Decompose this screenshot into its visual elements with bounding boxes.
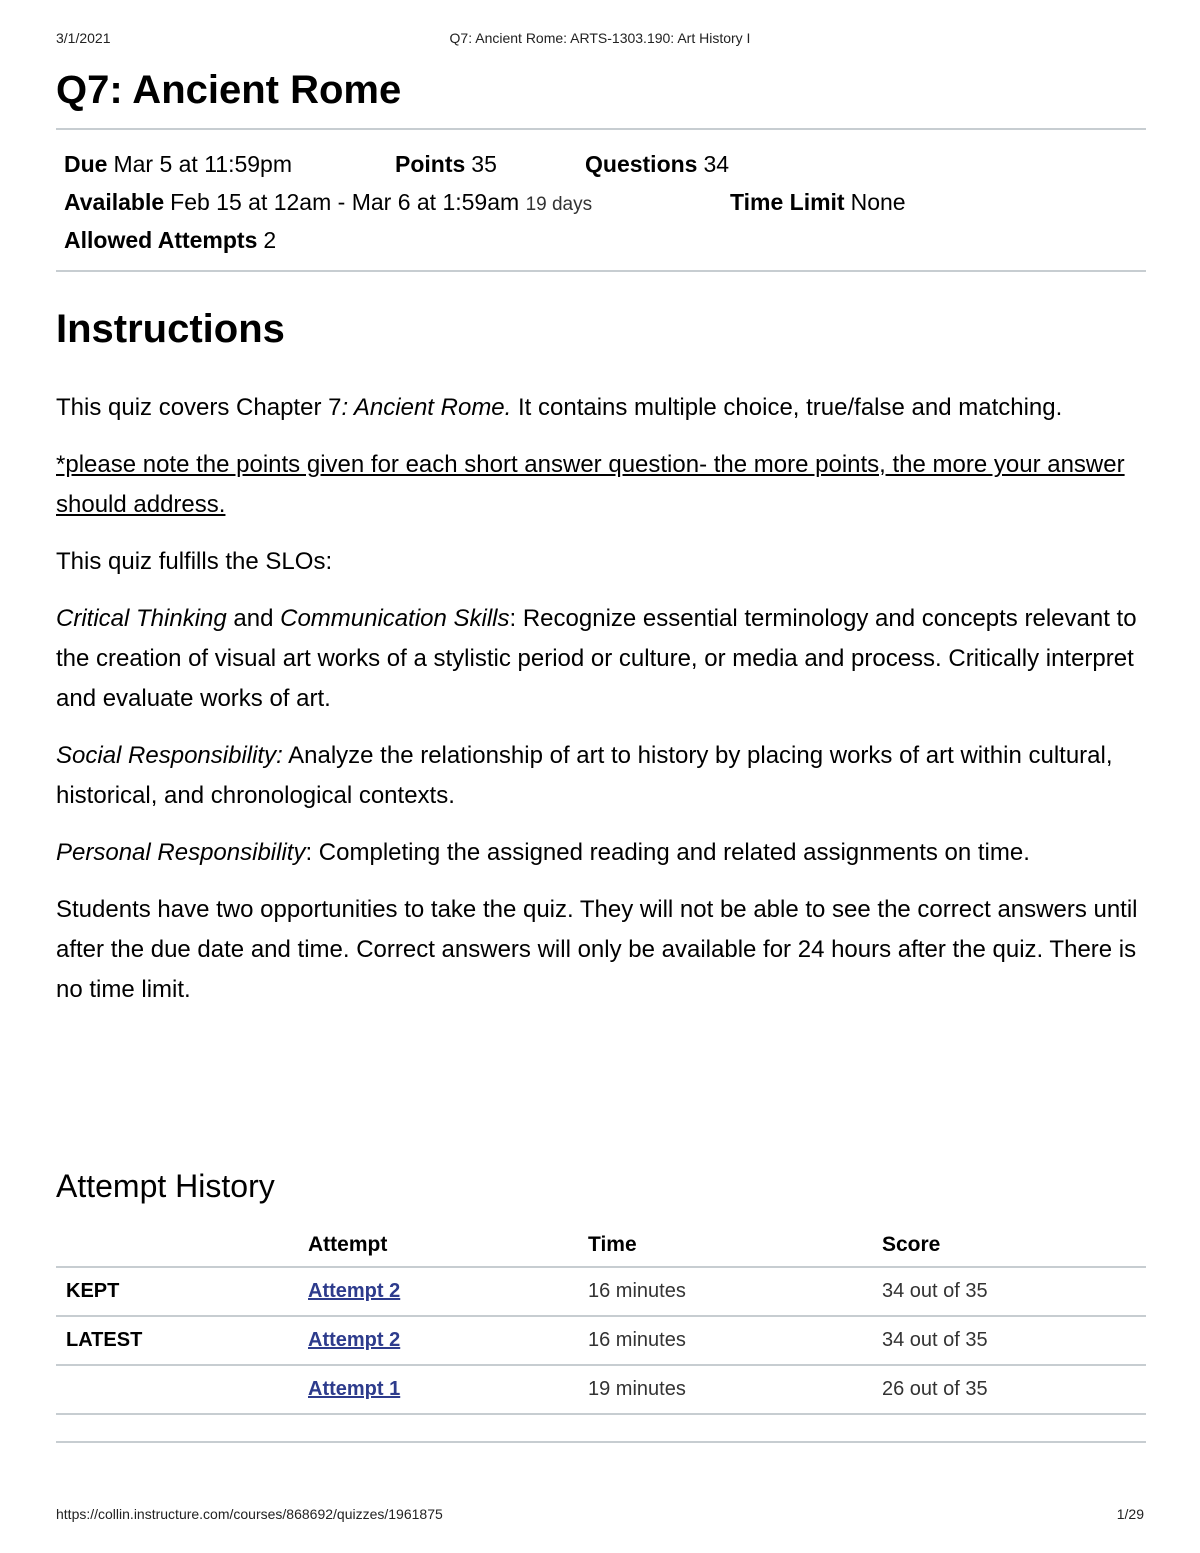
attempt-time: 16 minutes	[578, 1316, 872, 1365]
print-footer	[56, 1506, 1144, 1526]
table-row	[56, 1365, 1146, 1414]
table-header-row	[56, 1224, 1146, 1267]
attempt-link[interactable]: Attempt 2	[308, 1280, 401, 1302]
allowed-attempts-label: Allowed Attempts	[64, 227, 258, 253]
print-header	[56, 30, 1144, 50]
attempt-status	[56, 1365, 298, 1414]
attempt-time: 19 minutes	[578, 1365, 872, 1414]
time-limit-value: None	[850, 189, 906, 215]
print-document-title: Q7: Ancient Rome: ARTS-1303.190: Art History I	[449, 30, 751, 46]
instructions-heading: Instructions	[56, 307, 285, 351]
attempt-history-heading: Attempt History	[56, 1168, 275, 1204]
available-field	[64, 183, 592, 224]
time-limit-label: Time Limit	[730, 189, 845, 215]
instructions-paragraph-intro: This quiz covers Chapter 7: Ancient Rome. It contains multiple choice, true/false and matching.	[56, 394, 1063, 421]
points-value: 35	[471, 151, 497, 177]
questions-field	[585, 145, 729, 183]
column-header-status	[56, 1224, 298, 1267]
attempt-link[interactable]: Attempt 2	[308, 1329, 401, 1351]
instructions-body	[56, 388, 1146, 1027]
instructions-points-note: *please note the points given for each short answer question- the more points, the more your answer should address.	[56, 451, 1125, 518]
divider-top	[56, 128, 1146, 130]
instructions-slo-personal: Personal Responsibility: Completing the assigned reading and related assignments on time.	[56, 839, 1030, 866]
attempt-status: KEPT	[56, 1267, 298, 1316]
print-date: 3/1/2021	[56, 30, 111, 46]
attempt-cell	[298, 1267, 578, 1316]
divider-details	[56, 270, 1146, 272]
points-label: Points	[395, 151, 466, 177]
table-row	[56, 1267, 1146, 1316]
available-duration: 19 days	[525, 194, 593, 215]
allowed-attempts-field	[64, 221, 276, 259]
print-page-number: 1/29	[1116, 1506, 1144, 1522]
column-header-score: Score	[872, 1224, 1146, 1267]
attempt-cell	[298, 1365, 578, 1414]
attempt-cell	[298, 1316, 578, 1365]
questions-label: Questions	[585, 151, 698, 177]
instructions-slo-intro: This quiz fulfills the SLOs:	[56, 548, 333, 575]
column-header-time: Time	[578, 1224, 872, 1267]
instructions-slo-social: Social Responsibility: Analyze the relationship of art to history by placing works of art within cultural, historical, and chronological contexts.	[56, 742, 1113, 809]
attempt-status: LATEST	[56, 1316, 298, 1365]
allowed-attempts-value: 2	[263, 227, 277, 253]
attempt-time: 16 minutes	[578, 1267, 872, 1316]
instructions-slo-critical-thinking: Critical Thinking and Communication Skills: Recognize essential terminology and concepts relevant to the creation of visual art works of a stylistic period or culture, or media and process. Critically interpret and evaluate works of art.	[56, 605, 1137, 712]
due-label: Due	[64, 151, 108, 177]
points-field	[395, 145, 497, 183]
available-value: Feb 15 at 12am - Mar 6 at 1:59am	[170, 189, 520, 215]
print-url: https://collin.instructure.com/courses/868692/quizzes/1961875	[56, 1506, 443, 1522]
attempt-score: 34 out of 35	[872, 1316, 1146, 1365]
attempt-link[interactable]: Attempt 1	[308, 1378, 401, 1400]
attempt-score: 26 out of 35	[872, 1365, 1146, 1414]
divider-bottom	[56, 1441, 1146, 1443]
questions-value: 34	[703, 151, 730, 177]
due-value: Mar 5 at 11:59pm	[113, 151, 293, 177]
due-field	[64, 145, 292, 183]
column-header-attempt: Attempt	[298, 1224, 578, 1267]
time-limit-field	[730, 183, 906, 221]
quiz-title: Q7: Ancient Rome	[56, 68, 402, 112]
attempt-score: 34 out of 35	[872, 1267, 1146, 1316]
instructions-attempt-policy: Students have two opportunities to take the quiz. They will not be able to see the correct answers until after the due date and time. Correct answers will only be available for 24 hours after the quiz. There is no time limit.	[56, 896, 1138, 1003]
table-row	[56, 1316, 1146, 1365]
attempt-history-table	[56, 1224, 1146, 1415]
available-label: Available	[64, 189, 165, 215]
